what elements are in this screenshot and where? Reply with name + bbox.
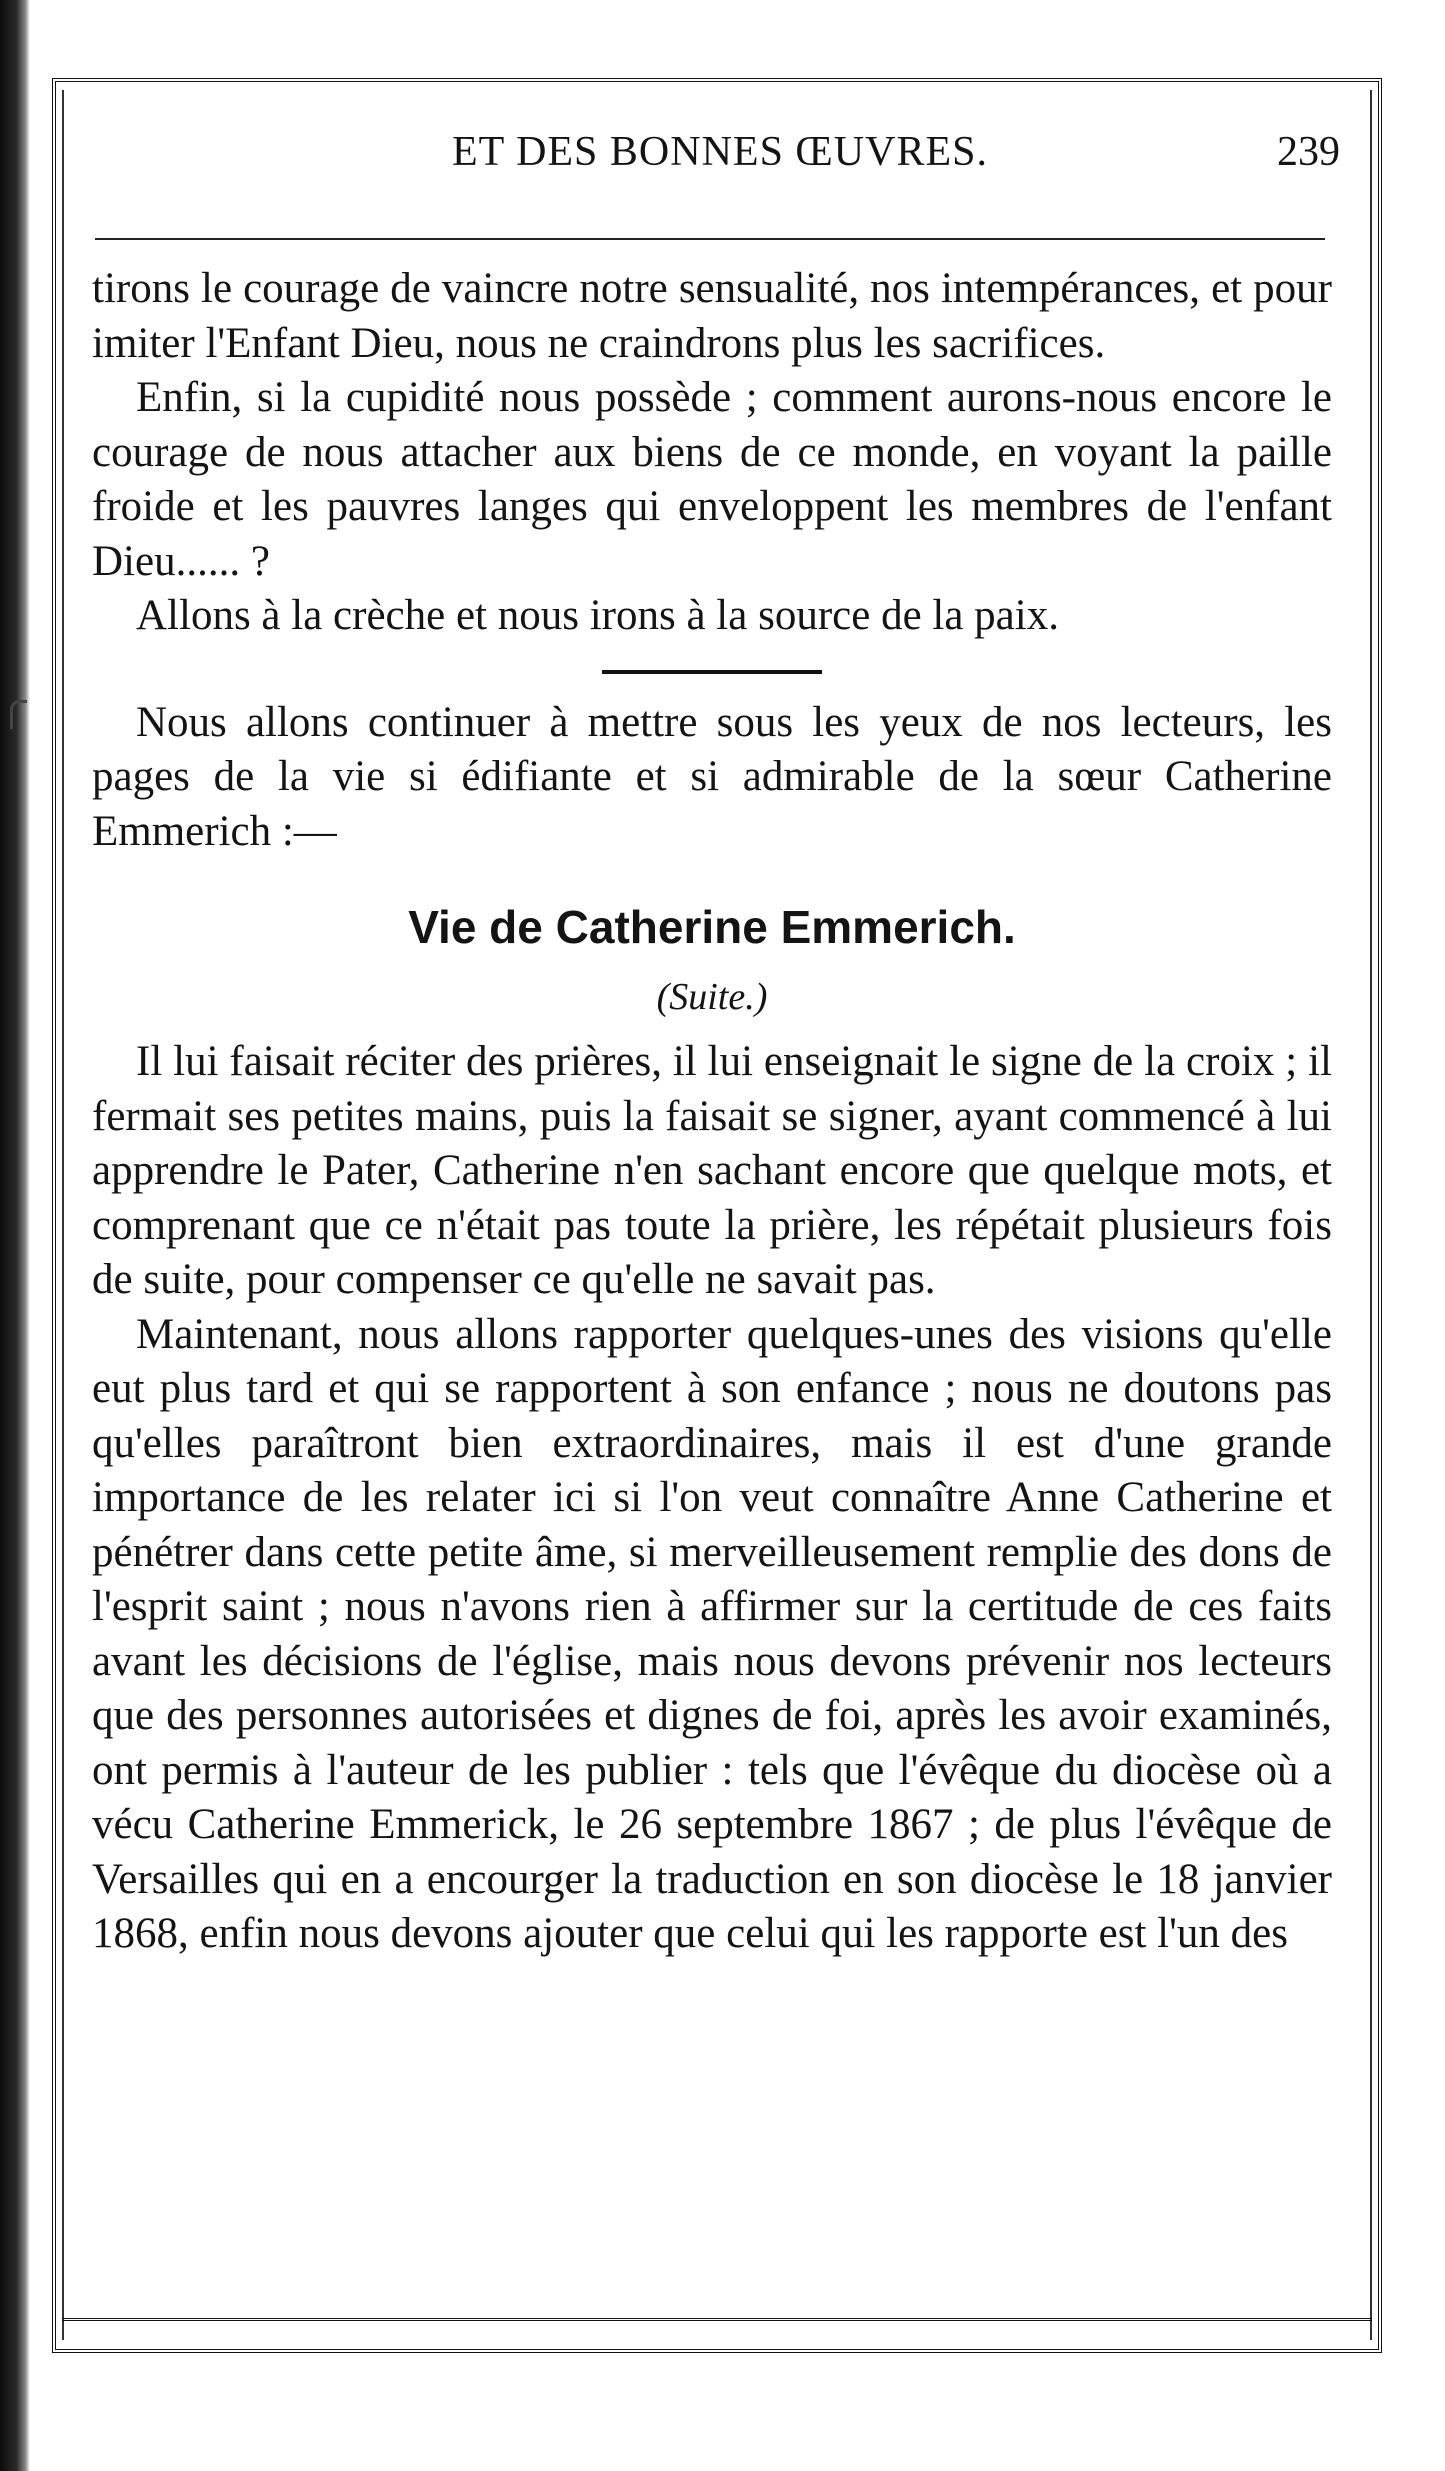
section-subtitle: (Suite.)	[656, 976, 768, 1018]
page-body	[92, 262, 1332, 1962]
page-header	[100, 128, 1340, 188]
footer-rule	[62, 2318, 1372, 2321]
intro-paragraph: Nous allons continuer à mettre sous les yeux de nos lecteurs, les pages de la vie si édifiante et si admirable de la sœur Catherine Emmerich :—	[92, 698, 1332, 855]
paragraph-1: tirons le courage de vaincre notre sensualité, nos intempérances, et pour imiter l'Enfant Dieu, nous ne craindrons plus les sacrifices.	[92, 265, 1332, 367]
paragraph-3: Allons à la crèche et nous irons à la source de la paix.	[136, 592, 1059, 639]
margin-mark	[10, 700, 27, 729]
section-title: Vie de Catherine Emmerich.	[408, 901, 1016, 953]
header-rule	[95, 238, 1325, 240]
paragraph-4: Il lui faisait réciter des prières, il lui enseignait le signe de la croix ; il fermait ses petites mains, puis la faisait se signer, ayant commencé à lui apprendre le Pater, Catherine n'en sachant encore que quelque mots, et comprenant que ce n'était pas toute la prière, les répétait plusieurs fois de suite, pour compenser ce qu'elle ne savait pas.	[92, 1038, 1332, 1303]
book-spine	[0, 0, 30, 2471]
paragraph-5: Maintenant, nous allons rapporter quelques-unes des visions qu'elle eut plus tard et qui se rapportent à son enfance ; nous ne doutons pas qu'elles paraîtront bien extraordinaires, mais il est d'une grande importance de les relater ici si l'on veut connaître Anne Catherine et pénétrer dans cette petite âme, si merveilleusement remplie des dons de l'esprit saint ; nous n'avons rien à affirmer sur la certitude de ces faits avant les décisions de l'église, mais nous devons prévenir nos lecteurs que des personnes autorisées et dignes de foi, après les avoir examinés, ont permis à l'auteur de les publier : tels que l'évêque du diocèse où a vécu Catherine Emmerick, le 26 septembre 1867 ; de plus l'évêque de Versailles qui en a encourger la traduction en son diocèse le 18 janvier 1868, enfin nous devons ajouter que celui qui les rapporte est l'un des	[92, 1310, 1332, 1957]
paragraph-2: Enfin, si la cupidité nous possède ; comment aurons-nous encore le courage de nous attacher aux biens de ce monde, en voyant la paille froide et les pauvres langes qui enveloppent les membres de l'enfant Dieu...... ?	[92, 374, 1332, 585]
running-title: ET DES BONNES ŒUVRES.	[452, 129, 988, 175]
page-number: 239	[1277, 129, 1340, 175]
section-separator	[602, 670, 822, 674]
